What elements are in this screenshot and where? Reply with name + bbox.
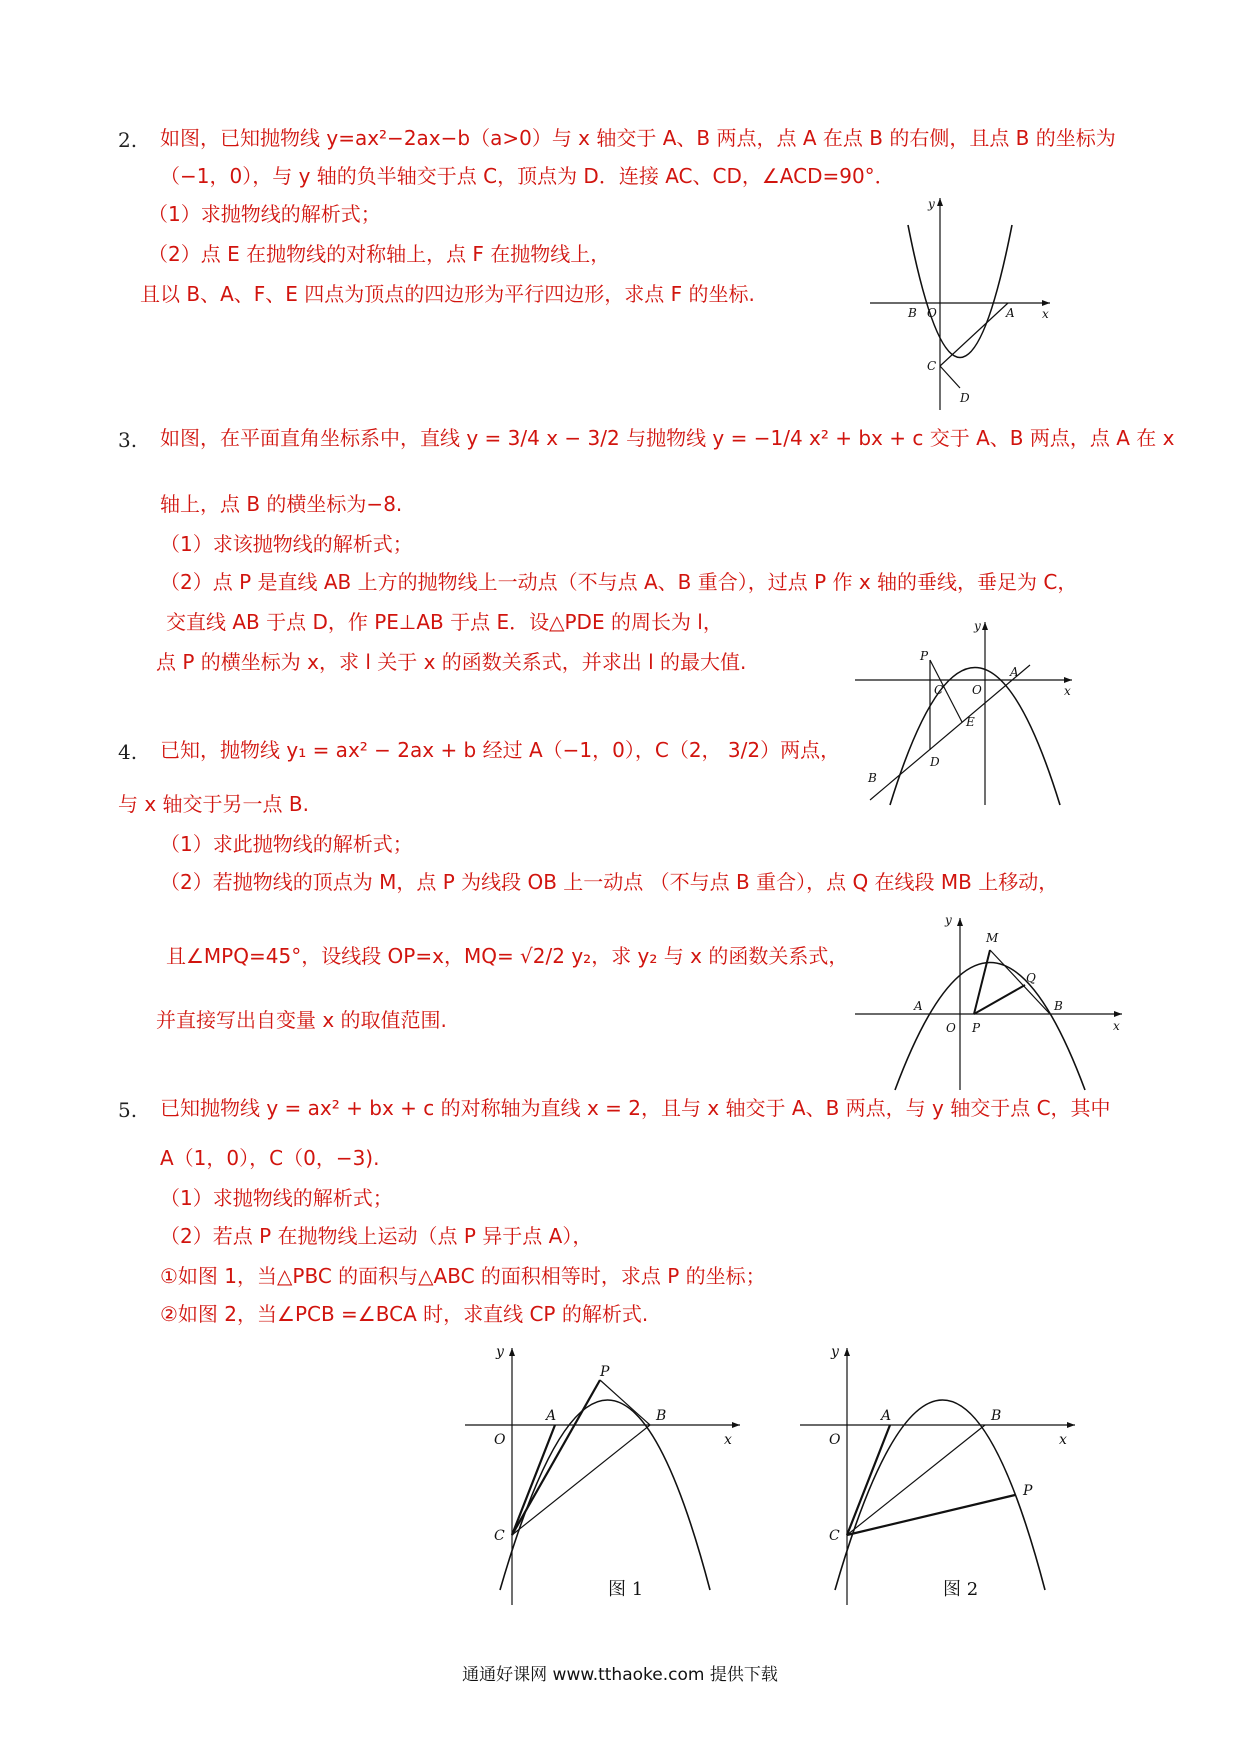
point-label-C: C [829, 1528, 840, 1544]
problem-number: 3. [118, 428, 138, 452]
figure-problem-4 [850, 910, 1130, 1095]
axis-label-y: y [496, 1344, 504, 1360]
point-label-O: O [494, 1432, 506, 1448]
point-label-P: P [1023, 1483, 1033, 1499]
axis-label-y: y [928, 197, 935, 211]
problem-text-line: 已知抛物线 y = ax² + bx + c 的对称轴为直线 x = 2，且与 x 轴交于 A、B 两点，与 y 轴交于点 C，其中 [160, 1096, 1111, 1120]
problem-text-line: ②如图 2，当∠PCB =∠BCA 时，求直线 CP 的解析式. [160, 1302, 649, 1326]
point-label-P: P [600, 1364, 610, 1380]
axis-label-x: x [1042, 307, 1049, 321]
figure-problem-5-2 [795, 1340, 1080, 1615]
point-label-B: B [1054, 999, 1063, 1013]
point-label-O: O [972, 683, 982, 697]
point-label-O: O [829, 1432, 841, 1448]
problem-text-line: 交直线 AB 于点 D，作 PE⊥AB 于点 E．设△PDE 的周长为 l， [166, 610, 723, 634]
problem-text-line: （2）若抛物线的顶点为 M，点 P 为线段 OB 上一动点 （不与点 B 重合），点 Q 在线段 MB 上移动， [160, 870, 1059, 894]
point-label-D: D [930, 755, 940, 769]
point-label-B: B [991, 1408, 1002, 1424]
figure-problem-3 [850, 610, 1090, 810]
problem-text-line: （2）若点 P 在抛物线上运动（点 P 异于点 A）， [160, 1224, 593, 1248]
problem-text-line: （1）求抛物线的解析式； [160, 1186, 393, 1210]
problem-text-line: 并直接写出自变量 x 的取值范围. [156, 1008, 447, 1032]
problem-number: 2. [118, 128, 138, 152]
axis-label-x: x [724, 1432, 732, 1448]
problem-text-line: （2）点 P 是直线 AB 上方的抛物线上一动点（不与点 A、B 重合），过点 P 作 x 轴的垂线，垂足为 C， [160, 570, 1078, 594]
problem-text-line: 且以 B、A、F、E 四点为顶点的四边形为平行四边形，求点 F 的坐标. [140, 282, 755, 306]
problem-number: 5. [118, 1098, 138, 1122]
axis-label-x: x [1059, 1432, 1067, 1448]
problem-text-line: 与 x 轴交于另一点 B. [118, 792, 309, 816]
problem-text-line: 且∠MPQ=45°，设线段 OP=x，MQ= √2/2 y₂，求 y₂ 与 x 的函数关系式， [166, 944, 849, 968]
problem-text-line: 如图，已知抛物线 y=ax²−2ax−b（a>0）与 x 轴交于 A、B 两点，点 A 在点 B 的右侧，且点 B 的坐标为 [160, 126, 1116, 150]
point-label-C: C [934, 683, 944, 697]
problem-number: 4. [118, 740, 138, 764]
figure-problem-2 [860, 190, 1060, 420]
point-label-A: A [914, 999, 923, 1013]
problem-text-line: A（1，0），C（0，−3). [160, 1146, 380, 1170]
point-label-A: A [881, 1408, 892, 1424]
axis-label-y: y [945, 913, 952, 927]
problem-text-line: 轴上，点 B 的横坐标为−8. [160, 492, 403, 516]
problem-text-line: （1）求抛物线的解析式； [148, 202, 381, 226]
figure-caption: 图 2 [943, 1579, 979, 1600]
point-label-A: A [1010, 665, 1019, 679]
point-label-O: O [927, 306, 937, 320]
problem-text-line: （1）求此抛物线的解析式； [160, 832, 413, 856]
point-label-B: B [868, 771, 877, 785]
point-label-C: C [494, 1528, 505, 1544]
figure-problem-5-1 [460, 1340, 745, 1615]
point-label-A: A [1006, 306, 1015, 320]
problem-text-line: （−1，0），与 y 轴的负半轴交于点 C，顶点为 D．连接 AC、CD，∠ACD=90°． [160, 164, 895, 188]
problem-text-line: 点 P 的横坐标为 x，求 l 关于 x 的函数关系式，并求出 l 的最大值. [156, 650, 747, 674]
figure-caption: 图 1 [608, 1579, 644, 1600]
point-label-E: E [966, 715, 975, 729]
point-label-Q: Q [1026, 971, 1036, 985]
point-label-P: P [920, 649, 929, 663]
problem-text-line: ①如图 1，当△PBC 的面积与△ABC 的面积相等时，求点 P 的坐标； [160, 1264, 766, 1288]
point-label-B: B [656, 1408, 667, 1424]
axis-label-y: y [831, 1344, 839, 1360]
axis-label-x: x [1064, 684, 1071, 698]
point-label-P: P [972, 1021, 981, 1035]
point-label-B: B [908, 306, 917, 320]
problem-text-line: 已知，抛物线 y₁ = ax² − 2ax + b 经过 A（−1，0），C（2， 3/2）两点， [160, 738, 841, 762]
problem-text-line: （1）求该抛物线的解析式； [160, 532, 413, 556]
point-label-D: D [960, 391, 970, 405]
axis-label-x: x [1113, 1019, 1120, 1033]
point-label-O: O [946, 1021, 956, 1035]
axis-label-y: y [974, 619, 981, 633]
page-footer: 通通好课网 www.tthaoke.com 提供下载 [462, 1665, 778, 1685]
problem-text-line: 如图，在平面直角坐标系中，直线 y = 3/4 x − 3/2 与抛物线 y = −1/4 x² + bx + c 交于 A、B 两点，点 A 在 x [160, 426, 1175, 450]
point-label-A: A [546, 1408, 557, 1424]
point-label-C: C [927, 359, 937, 373]
problem-text-line: （2）点 E 在抛物线的对称轴上，点 F 在抛物线上， [148, 242, 611, 266]
point-label-M: M [986, 931, 999, 945]
